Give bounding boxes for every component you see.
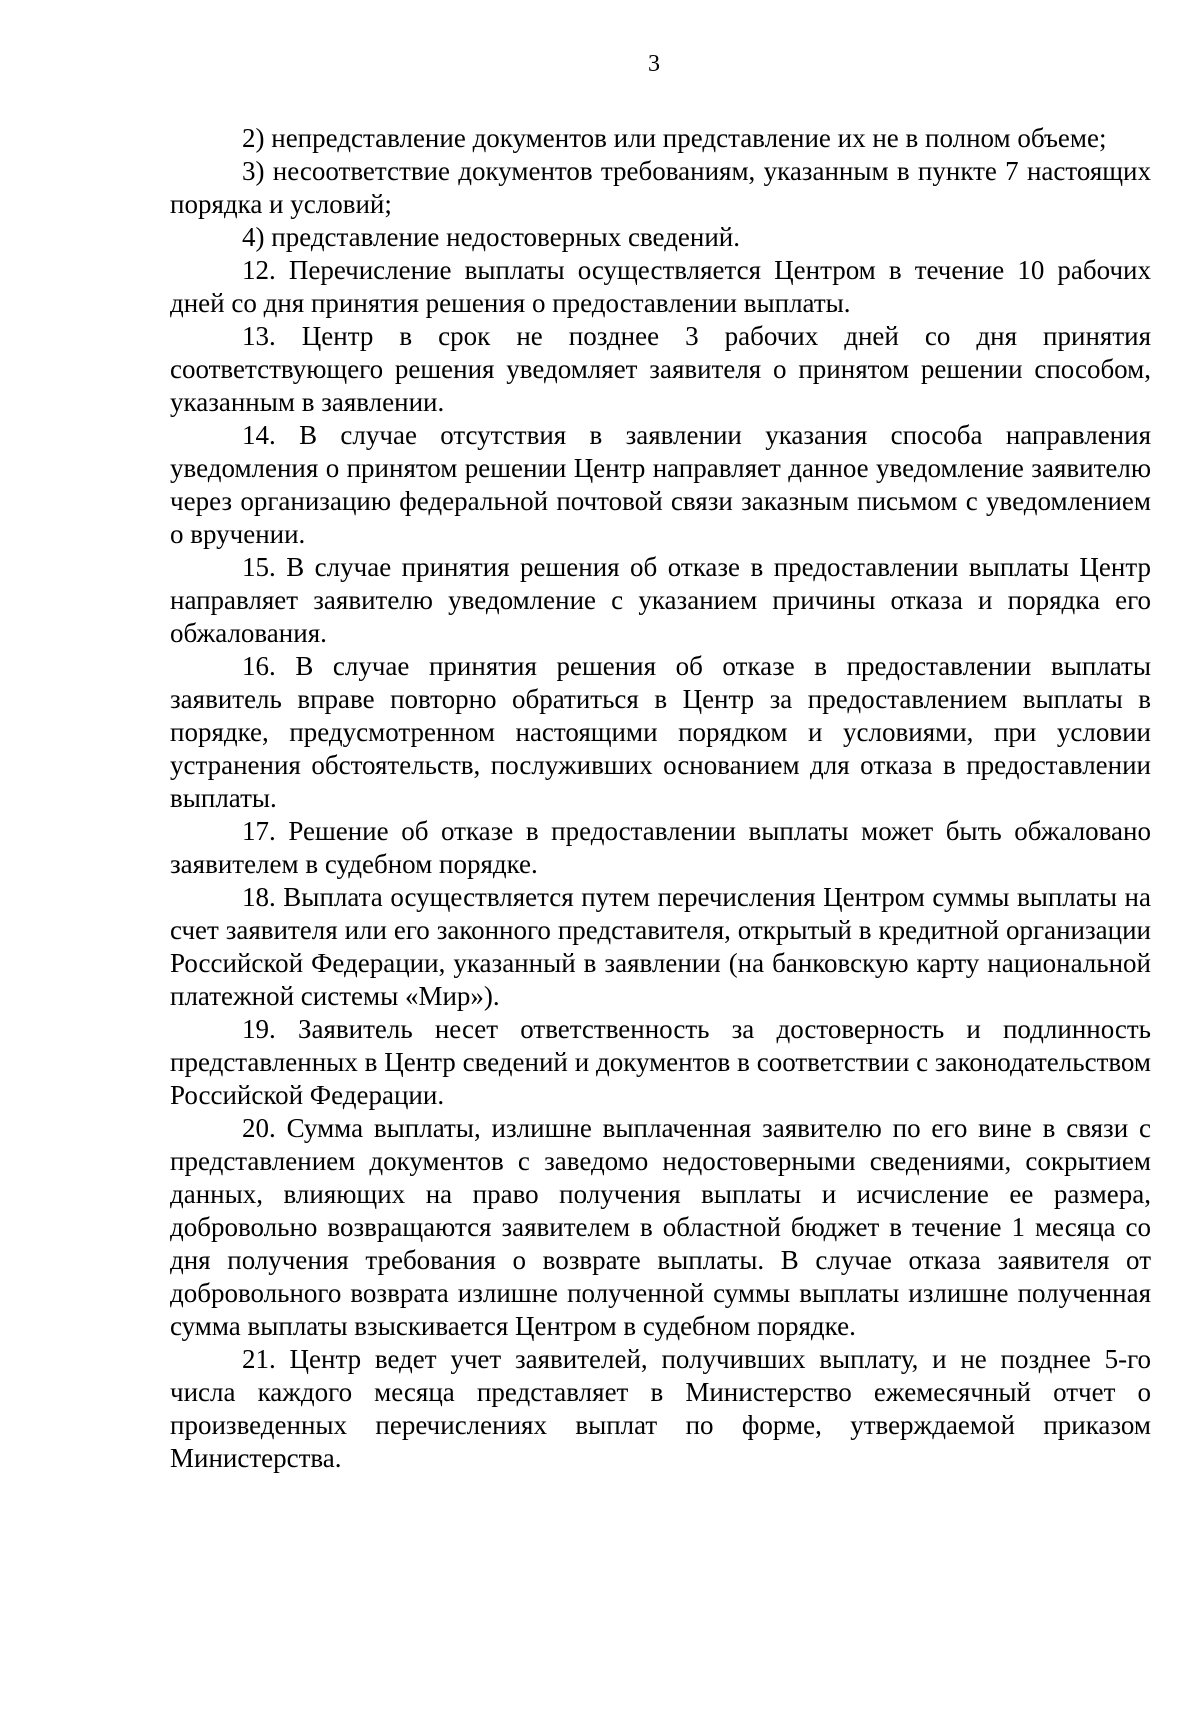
- paragraph-17: 17. Решение об отказе в предоставлении выплаты может быть обжаловано заявителем в судебном порядке.: [170, 816, 1151, 879]
- paragraph-21: 21. Центр ведет учет заявителей, получивших выплату, и не позднее 5-го числа каждого месяца представляет в Министерство ежемесячный отчет о произведенных перечислениях выплат по форме, утверждаемой приказом Министерства.: [170, 1344, 1151, 1473]
- list-item: 4) представление недостоверных сведений.: [242, 222, 740, 252]
- paragraph-16: 16. В случае принятия решения об отказе в предоставлении выплаты заявитель вправе повторно обратиться в Центр за предоставлением выплаты в порядке, предусмотренном настоящими порядком и условиями, при условии устранения обстоятельств, послуживших основанием для отказа в предоставлении выплаты.: [170, 651, 1151, 813]
- paragraph-12: 12. Перечисление выплаты осуществляется Центром в течение 10 рабочих дней со дня принятия решения о предоставлении выплаты.: [170, 255, 1151, 318]
- paragraph-18: 18. Выплата осуществляется путем перечисления Центром суммы выплаты на счет заявителя или его законного представителя, открытый в кредитной организации Российской Федерации, указанный в заявлении (на банковскую карту национальной платежной системы «Мир»).: [170, 882, 1151, 1011]
- paragraph-20: 20. Сумма выплаты, излишне выплаченная заявителю по его вине в связи с представлением документов с заведомо недостоверными сведениями, сокрытием данных, влияющих на право получения выплаты и исчисление ее размера, добровольно возвращаются заявителем в областной бюджет в течение 1 месяца со дня получения требования о возврате выплаты. В случае отказа заявителя от добровольного возврата излишне полученной суммы выплаты излишне полученная сумма выплаты взыскивается Центром в судебном порядке.: [170, 1113, 1151, 1341]
- paragraph-13: 13. Центр в срок не позднее 3 рабочих дней со дня принятия соответствующего решения уведомляет заявителя о принятом решении способом, указанным в заявлении.: [170, 321, 1151, 417]
- list-item: 3) несоответствие документов требованиям, указанным в пункте 7 настоящих порядка и условий;: [170, 156, 1151, 219]
- page-number: 3: [648, 51, 660, 77]
- paragraph-14: 14. В случае отсутствия в заявлении указания способа направления уведомления о принятом решении Центр направляет данное уведомление заявителю через организацию федеральной почтовой связи заказным письмом с уведомлением о вручении.: [170, 420, 1151, 549]
- list-item: 2) непредставление документов или представление их не в полном объеме;: [242, 123, 1107, 153]
- paragraph-15: 15. В случае принятия решения об отказе в предоставлении выплаты Центр направляет заявителю уведомление с указанием причины отказа и порядка его обжалования.: [170, 552, 1151, 648]
- paragraph-19: 19. Заявитель несет ответственность за достоверность и подлинность представленных в Центр сведений и документов в соответствии с законодательством Российской Федерации.: [170, 1014, 1151, 1110]
- document-body: [170, 122, 1151, 1475]
